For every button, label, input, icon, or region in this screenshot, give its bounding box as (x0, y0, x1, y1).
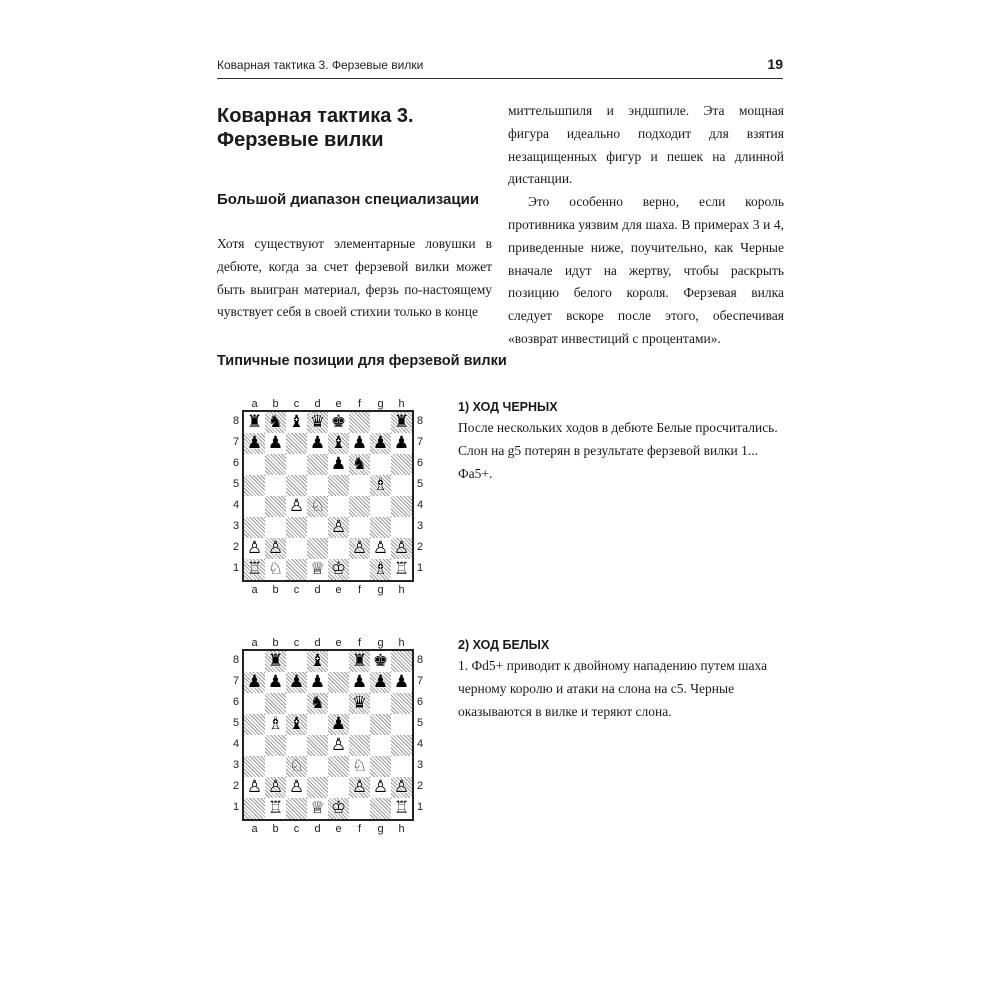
file-label: d (314, 584, 321, 596)
board-square-f6 (349, 693, 370, 714)
file-label: c (293, 637, 300, 649)
board-square-c4 (286, 496, 307, 517)
chess-piece: ♟ (267, 433, 284, 453)
rank-labels-left (230, 649, 242, 819)
chess-piece: ♜ (393, 412, 410, 432)
chess-piece: ♙ (330, 517, 347, 537)
board-square-h1 (391, 559, 412, 580)
board-square-g1 (370, 798, 391, 819)
chess-piece: ♟ (372, 433, 389, 453)
rank-label: 2 (232, 541, 240, 553)
board-square-e6 (328, 693, 349, 714)
board-square-e3 (328, 517, 349, 538)
chess-piece: ♘ (309, 496, 326, 516)
file-label: b (272, 584, 279, 596)
chess-piece: ♘ (267, 559, 284, 579)
file-label: e (335, 823, 342, 835)
board-square-a6 (244, 454, 265, 475)
file-label: e (335, 637, 342, 649)
board-square-f8 (349, 651, 370, 672)
chess-piece: ♟ (309, 433, 326, 453)
board-square-b6 (265, 693, 286, 714)
rank-label: 8 (416, 654, 424, 666)
chess-piece: ♕ (309, 798, 326, 818)
board-square-e3 (328, 756, 349, 777)
board-square-e5 (328, 475, 349, 496)
chess-piece: ♙ (393, 777, 410, 797)
body-text-left-column: Хотя существуют элементарные ловушки в дебюте, когда за счет ферзевой вилки может быть выигран материал, ферзь по-настоящему чувствует себя в своей стихии только в конце (217, 236, 492, 320)
paragraph: Это особенно верно, если король противника уязвим для шаха. В примерах 3 и 4, приведенные ниже, поучительно, как Черные вначале идут на жертву, чтобы раскрыть позицию белого короля. Ферзевая вилка следует вскоре после этого, обеспечивая «возврат инвестиций с процентами». (508, 194, 784, 346)
file-label: h (398, 584, 405, 596)
board-square-f1 (349, 798, 370, 819)
chess-piece: ♞ (267, 412, 284, 432)
board-square-b6 (265, 454, 286, 475)
file-label: h (398, 823, 405, 835)
chess-diagram-2 (230, 637, 422, 845)
board-square-f1 (349, 559, 370, 580)
chess-piece: ♟ (246, 433, 263, 453)
board-square-d3 (307, 517, 328, 538)
paragraph-continuation: миттельшпиля и эндшпиле. Эта мощная фигура идеально подходит для взятия незащищенных фигур и пешек на длинной дистанции. (508, 103, 784, 187)
chapter-title: Коварная тактика 3. Ферзевые вилки (217, 105, 414, 151)
board-square-g2 (370, 777, 391, 798)
rank-label: 2 (416, 780, 424, 792)
board-square-c8 (286, 412, 307, 433)
board-square-f7 (349, 672, 370, 693)
board-square-b4 (265, 735, 286, 756)
chess-board (242, 649, 414, 821)
chess-piece: ♜ (246, 412, 263, 432)
rank-label: 5 (416, 478, 424, 490)
board-square-d7 (307, 672, 328, 693)
chess-piece: ♟ (288, 672, 305, 692)
file-label: g (377, 823, 384, 835)
board-square-a6 (244, 693, 265, 714)
board-square-g4 (370, 735, 391, 756)
board-square-b5 (265, 475, 286, 496)
chess-piece: ♗ (267, 714, 284, 734)
board-square-h8 (391, 651, 412, 672)
board-square-g3 (370, 756, 391, 777)
file-label: e (335, 584, 342, 596)
chess-piece: ♟ (393, 433, 410, 453)
board-square-a8 (244, 651, 265, 672)
board-square-a3 (244, 517, 265, 538)
board-square-g8 (370, 412, 391, 433)
diagram-2-caption: 2) ХОД БЕЛЫХ (458, 638, 550, 652)
board-square-c1 (286, 798, 307, 819)
file-labels-bottom (230, 584, 422, 598)
board-square-f6 (349, 454, 370, 475)
board-square-h1 (391, 798, 412, 819)
chess-piece: ♖ (393, 559, 410, 579)
board-square-d4 (307, 496, 328, 517)
board-square-h6 (391, 693, 412, 714)
chess-piece: ♖ (267, 798, 284, 818)
chess-piece: ♞ (309, 693, 326, 713)
running-header (217, 56, 783, 78)
rank-label: 5 (232, 717, 240, 729)
board-square-e4 (328, 735, 349, 756)
board-square-e1 (328, 798, 349, 819)
board-square-e7 (328, 672, 349, 693)
chess-piece: ♟ (351, 433, 368, 453)
board-square-g7 (370, 672, 391, 693)
rank-label: 6 (232, 696, 240, 708)
chess-piece: ♟ (330, 454, 347, 474)
file-label: b (272, 637, 279, 649)
chess-piece: ♗ (372, 475, 389, 495)
board-square-d1 (307, 559, 328, 580)
rank-label: 2 (232, 780, 240, 792)
board-square-g7 (370, 433, 391, 454)
chess-piece: ♖ (393, 798, 410, 818)
file-label: c (293, 584, 300, 596)
chess-piece: ♙ (267, 538, 284, 558)
chess-piece: ♘ (351, 756, 368, 776)
chess-piece: ♙ (372, 777, 389, 797)
chess-piece: ♙ (246, 538, 263, 558)
chess-piece: ♙ (372, 538, 389, 558)
rank-labels-right (414, 410, 426, 580)
board-square-f8 (349, 412, 370, 433)
file-label: g (377, 398, 384, 410)
chess-piece: ♟ (267, 672, 284, 692)
chess-piece: ♚ (330, 412, 347, 432)
board-square-h7 (391, 433, 412, 454)
board-square-a5 (244, 475, 265, 496)
board-square-f7 (349, 433, 370, 454)
rank-label: 8 (416, 415, 424, 427)
board-square-c6 (286, 454, 307, 475)
board-square-a5 (244, 714, 265, 735)
board-square-a7 (244, 672, 265, 693)
board-square-c5 (286, 714, 307, 735)
board-square-a3 (244, 756, 265, 777)
board-square-d6 (307, 454, 328, 475)
board-square-b7 (265, 672, 286, 693)
board-square-c4 (286, 735, 307, 756)
rank-label: 6 (232, 457, 240, 469)
board-square-a2 (244, 777, 265, 798)
file-label: g (377, 584, 384, 596)
board-square-c5 (286, 475, 307, 496)
board-square-a8 (244, 412, 265, 433)
board-square-h8 (391, 412, 412, 433)
board-square-c8 (286, 651, 307, 672)
rank-label: 4 (416, 738, 424, 750)
rank-label: 4 (232, 738, 240, 750)
board-square-h5 (391, 475, 412, 496)
rank-label: 5 (232, 478, 240, 490)
board-square-b4 (265, 496, 286, 517)
file-label: b (272, 823, 279, 835)
rank-label: 7 (232, 675, 240, 687)
board-square-f4 (349, 496, 370, 517)
board-square-g5 (370, 714, 391, 735)
board-square-c3 (286, 756, 307, 777)
chess-piece: ♕ (309, 559, 326, 579)
rank-label: 1 (232, 801, 240, 813)
board-square-f5 (349, 714, 370, 735)
board-square-d4 (307, 735, 328, 756)
file-label: g (377, 637, 384, 649)
chess-piece: ♟ (372, 672, 389, 692)
board-square-d5 (307, 714, 328, 735)
board-square-e2 (328, 538, 349, 559)
board-square-e6 (328, 454, 349, 475)
file-label: d (314, 637, 321, 649)
board-square-c7 (286, 672, 307, 693)
file-label: f (357, 398, 362, 410)
file-label: a (251, 823, 258, 835)
rank-label: 4 (416, 499, 424, 511)
board-square-h7 (391, 672, 412, 693)
chess-piece: ♙ (393, 538, 410, 558)
diagram-1-caption: 1) ХОД ЧЕРНЫХ (458, 400, 558, 414)
board-square-b2 (265, 777, 286, 798)
board-square-b2 (265, 538, 286, 559)
board-square-b8 (265, 651, 286, 672)
running-title: Коварная тактика 3. Ферзевые вилки (217, 58, 424, 72)
rank-label: 6 (416, 457, 424, 469)
rank-label: 1 (416, 801, 424, 813)
chess-piece: ♙ (288, 777, 305, 797)
file-label: c (293, 398, 300, 410)
chess-piece: ♙ (351, 777, 368, 797)
chess-piece: ♙ (267, 777, 284, 797)
file-label: d (314, 823, 321, 835)
file-label: f (357, 637, 362, 649)
chess-piece: ♙ (330, 735, 347, 755)
chess-piece: ♟ (330, 714, 347, 734)
board-square-d2 (307, 538, 328, 559)
board-square-a4 (244, 735, 265, 756)
board-square-a1 (244, 559, 265, 580)
section-heading: Большой диапазон специализации (217, 191, 480, 208)
board-square-e5 (328, 714, 349, 735)
rank-label: 1 (232, 562, 240, 574)
chess-piece: ♜ (267, 651, 284, 671)
board-square-e1 (328, 559, 349, 580)
board-square-g1 (370, 559, 391, 580)
file-label: e (335, 398, 342, 410)
board-square-f3 (349, 517, 370, 538)
board-square-d2 (307, 777, 328, 798)
chess-piece: ♞ (351, 454, 368, 474)
board-square-d1 (307, 798, 328, 819)
board-square-d6 (307, 693, 328, 714)
board-square-h2 (391, 538, 412, 559)
diagram-2-text: 1. Фd5+ приводит к двойному нападению путем шаха черному королю и атаки на слона на c5. Черные оказываются в вилке и теряют слона. (458, 658, 768, 719)
chess-piece: ♔ (330, 798, 347, 818)
board-square-d7 (307, 433, 328, 454)
board-square-c3 (286, 517, 307, 538)
board-square-b1 (265, 798, 286, 819)
board-square-c2 (286, 777, 307, 798)
rank-label: 7 (416, 675, 424, 687)
board-square-h3 (391, 517, 412, 538)
board-square-c7 (286, 433, 307, 454)
chess-piece: ♖ (246, 559, 263, 579)
board-square-e8 (328, 651, 349, 672)
board-square-b8 (265, 412, 286, 433)
board-square-g6 (370, 454, 391, 475)
rank-label: 6 (416, 696, 424, 708)
chess-piece: ♝ (288, 714, 305, 734)
rank-label: 8 (232, 654, 240, 666)
chess-piece: ♜ (351, 651, 368, 671)
chess-piece: ♙ (351, 538, 368, 558)
file-label: b (272, 398, 279, 410)
diagram-1-text: После нескольких ходов в дебюте Белые просчитались. Слон на g5 потерян в результате ферзевой вилки 1... Фa5+. (458, 420, 778, 481)
board-square-d3 (307, 756, 328, 777)
board-square-a7 (244, 433, 265, 454)
board-square-f5 (349, 475, 370, 496)
rank-label: 3 (232, 520, 240, 532)
file-label: c (293, 823, 300, 835)
chess-piece: ♝ (309, 651, 326, 671)
rank-labels-right (414, 649, 426, 819)
board-square-b3 (265, 517, 286, 538)
board-square-c1 (286, 559, 307, 580)
chess-board (242, 410, 414, 582)
figures-heading: Типичные позиции для ферзевой вилки (217, 353, 507, 369)
board-square-a1 (244, 798, 265, 819)
page-number: 19 (767, 56, 783, 72)
chess-diagram-1 (230, 398, 422, 606)
chess-piece: ♗ (372, 559, 389, 579)
rank-labels-left (230, 410, 242, 580)
file-label: a (251, 584, 258, 596)
board-square-g3 (370, 517, 391, 538)
rank-label: 3 (416, 759, 424, 771)
board-square-d5 (307, 475, 328, 496)
board-square-b3 (265, 756, 286, 777)
board-square-f3 (349, 756, 370, 777)
file-label: f (357, 823, 362, 835)
board-square-a4 (244, 496, 265, 517)
board-square-f2 (349, 777, 370, 798)
board-square-f4 (349, 735, 370, 756)
file-label: a (251, 398, 258, 410)
board-square-h4 (391, 496, 412, 517)
chess-piece: ♚ (372, 651, 389, 671)
chess-piece: ♔ (330, 559, 347, 579)
board-square-h5 (391, 714, 412, 735)
header-divider (217, 78, 783, 79)
file-label: h (398, 637, 405, 649)
board-square-e2 (328, 777, 349, 798)
chess-piece: ♛ (309, 412, 326, 432)
rank-label: 5 (416, 717, 424, 729)
board-square-e4 (328, 496, 349, 517)
rank-label: 8 (232, 415, 240, 427)
board-square-b7 (265, 433, 286, 454)
chess-piece: ♙ (246, 777, 263, 797)
chess-piece: ♟ (309, 672, 326, 692)
board-square-h4 (391, 735, 412, 756)
board-square-d8 (307, 412, 328, 433)
board-square-g4 (370, 496, 391, 517)
file-label: a (251, 637, 258, 649)
board-square-a2 (244, 538, 265, 559)
board-square-g5 (370, 475, 391, 496)
board-square-f2 (349, 538, 370, 559)
board-square-h3 (391, 756, 412, 777)
file-label: h (398, 398, 405, 410)
rank-label: 2 (416, 541, 424, 553)
rank-label: 4 (232, 499, 240, 511)
rank-label: 1 (416, 562, 424, 574)
rank-label: 3 (416, 520, 424, 532)
chess-piece: ♝ (330, 433, 347, 453)
board-square-h2 (391, 777, 412, 798)
board-square-g8 (370, 651, 391, 672)
rank-label: 7 (232, 436, 240, 448)
rank-label: 7 (416, 436, 424, 448)
chess-piece: ♝ (288, 412, 305, 432)
board-square-e7 (328, 433, 349, 454)
chess-piece: ♟ (393, 672, 410, 692)
board-square-b1 (265, 559, 286, 580)
board-square-d8 (307, 651, 328, 672)
file-label: f (357, 584, 362, 596)
file-label: d (314, 398, 321, 410)
chess-piece: ♟ (246, 672, 263, 692)
board-square-e8 (328, 412, 349, 433)
board-square-h6 (391, 454, 412, 475)
body-text-right-column (508, 100, 784, 351)
rank-label: 3 (232, 759, 240, 771)
file-labels-bottom (230, 823, 422, 837)
chess-piece: ♘ (288, 756, 305, 776)
board-square-c2 (286, 538, 307, 559)
board-square-g6 (370, 693, 391, 714)
board-square-c6 (286, 693, 307, 714)
board-square-g2 (370, 538, 391, 559)
chess-piece: ♟ (351, 672, 368, 692)
chess-piece: ♙ (288, 496, 305, 516)
chess-piece: ♛ (351, 693, 368, 713)
board-square-b5 (265, 714, 286, 735)
